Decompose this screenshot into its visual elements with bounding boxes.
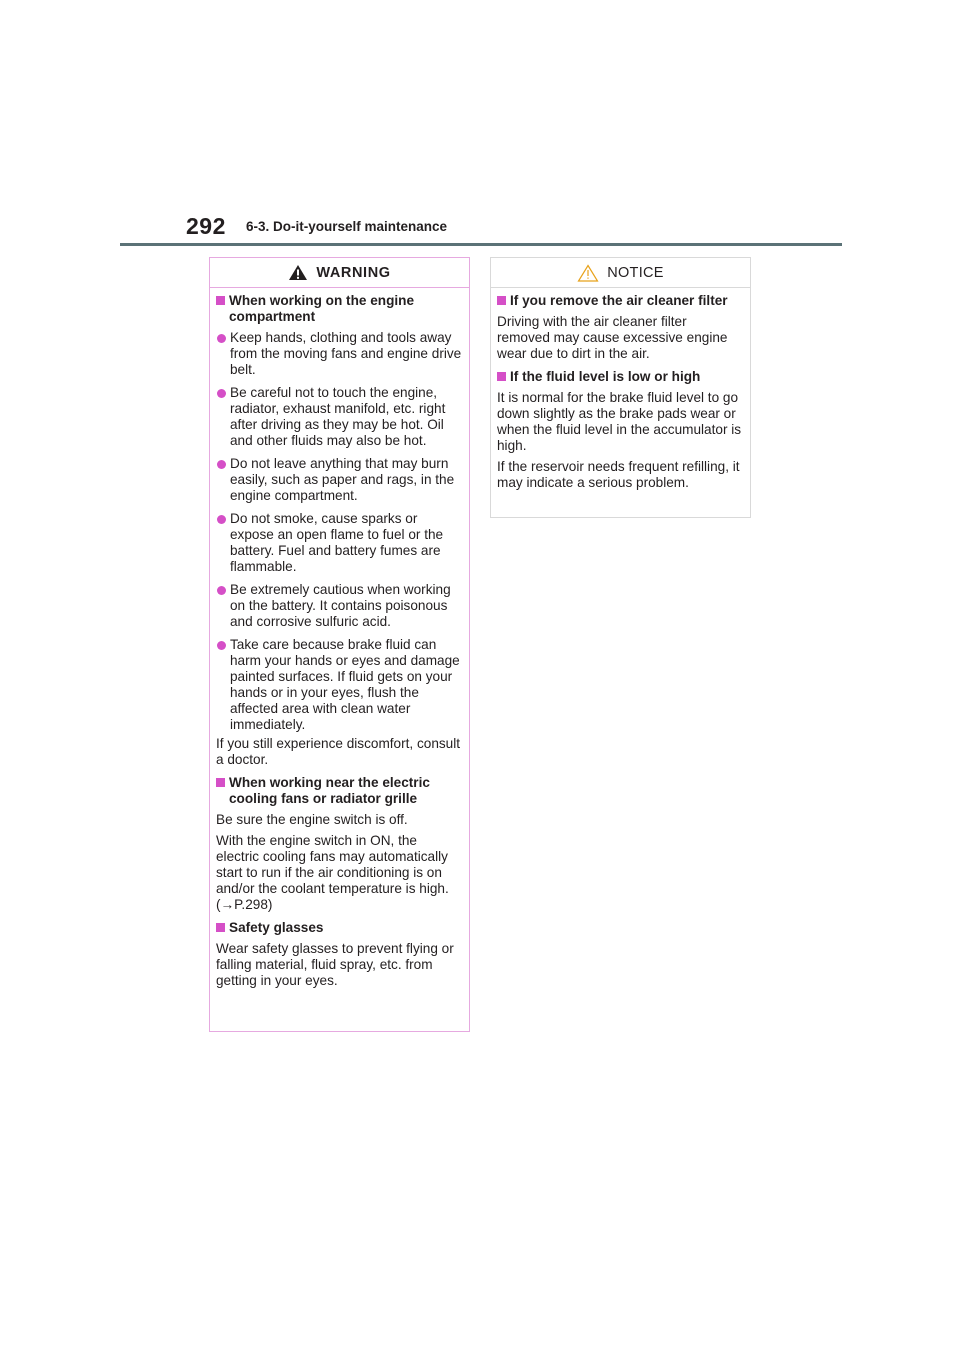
notice-body	[491, 288, 750, 504]
paragraph: Driving with the air cleaner filter removed may cause excessive engine wear due to dirt in the air.	[497, 314, 728, 361]
paragraph: If the reservoir needs frequent refilling, it may indicate a serious problem.	[497, 459, 740, 490]
square-bullet-icon	[497, 372, 506, 381]
section-title: 6-3. Do-it-yourself maintenance	[246, 219, 448, 234]
notice-heading-fluid-level	[497, 369, 743, 385]
list-item	[216, 330, 462, 378]
warning-heading-cooling-fans	[216, 775, 462, 807]
warning-heading-safety-glasses	[216, 920, 462, 936]
notice-title: NOTICE	[607, 264, 664, 281]
notice-box	[490, 257, 751, 518]
square-bullet-icon	[216, 778, 225, 787]
list-item	[216, 582, 462, 630]
paragraph: If you still experience discomfort, consult a doctor.	[216, 736, 461, 767]
list-item-text: Keep hands, clothing and tools away from the moving fans and engine drive belt.	[230, 330, 462, 377]
square-bullet-icon	[216, 296, 225, 305]
square-bullet-icon	[497, 296, 506, 305]
list-item	[216, 385, 462, 449]
paragraph: Wear safety glasses to prevent flying or falling material, fluid spray, etc. from getting in your eyes.	[216, 941, 454, 988]
warning-body	[210, 288, 469, 1002]
round-bullet-icon	[217, 460, 226, 469]
list-item-text: Be careful not to touch the engine, radiator, exhaust manifold, etc. right after driving as they may be hot. Oil and other fluids may also be hot.	[230, 385, 446, 448]
heading-text: If the fluid level is low or high	[510, 369, 701, 384]
warning-box	[209, 257, 470, 1032]
caution-triangle-icon	[577, 264, 599, 282]
list-item	[216, 511, 462, 575]
heading-text: When working on the engine compartment	[229, 293, 415, 324]
heading-text: Safety glasses	[229, 920, 324, 935]
page-number: 292	[186, 213, 226, 239]
round-bullet-icon	[217, 334, 226, 343]
round-bullet-icon	[217, 641, 226, 650]
notice-heading-air-cleaner	[497, 293, 743, 309]
round-bullet-icon	[217, 586, 226, 595]
square-bullet-icon	[216, 923, 225, 932]
heading-text: If you remove the air cleaner filter	[510, 293, 728, 308]
warning-heading-engine-compartment	[216, 293, 462, 325]
round-bullet-icon	[217, 515, 226, 524]
paragraph: With the engine switch in ON, the electric cooling fans may automatically start to run if the air conditioning is on and/or the coolant temperature is high. (→P.298)	[216, 833, 449, 912]
list-item-text: Be extremely cautious when working on the battery. It contains poisonous and corrosive sulfuric acid.	[230, 582, 451, 629]
warning-title: WARNING	[316, 264, 391, 281]
list-item	[216, 456, 462, 504]
list-item	[216, 637, 462, 733]
list-item-text: Take care because brake fluid can harm your hands or eyes and damage painted surfaces. If fluid gets on your hands or in your eyes, flush the affected area with clean water immediately.	[230, 637, 460, 732]
notice-header	[491, 258, 750, 288]
paragraph: It is normal for the brake fluid level to go down slightly as the brake pads wear or when the fluid level in the accumulator is high.	[497, 390, 742, 453]
round-bullet-icon	[217, 389, 226, 398]
paragraph: Be sure the engine switch is off.	[216, 812, 408, 827]
list-item-text: Do not smoke, cause sparks or expose an open flame to fuel or the battery. Fuel and battery fumes are flammable.	[230, 511, 444, 574]
warning-triangle-icon	[288, 264, 308, 281]
warning-header	[210, 258, 469, 288]
header-rule	[120, 243, 842, 246]
list-item-text: Do not leave anything that may burn easily, such as paper and rags, in the engine compartment.	[230, 456, 455, 503]
heading-text: When working near the electric cooling fans or radiator grille	[229, 775, 430, 806]
